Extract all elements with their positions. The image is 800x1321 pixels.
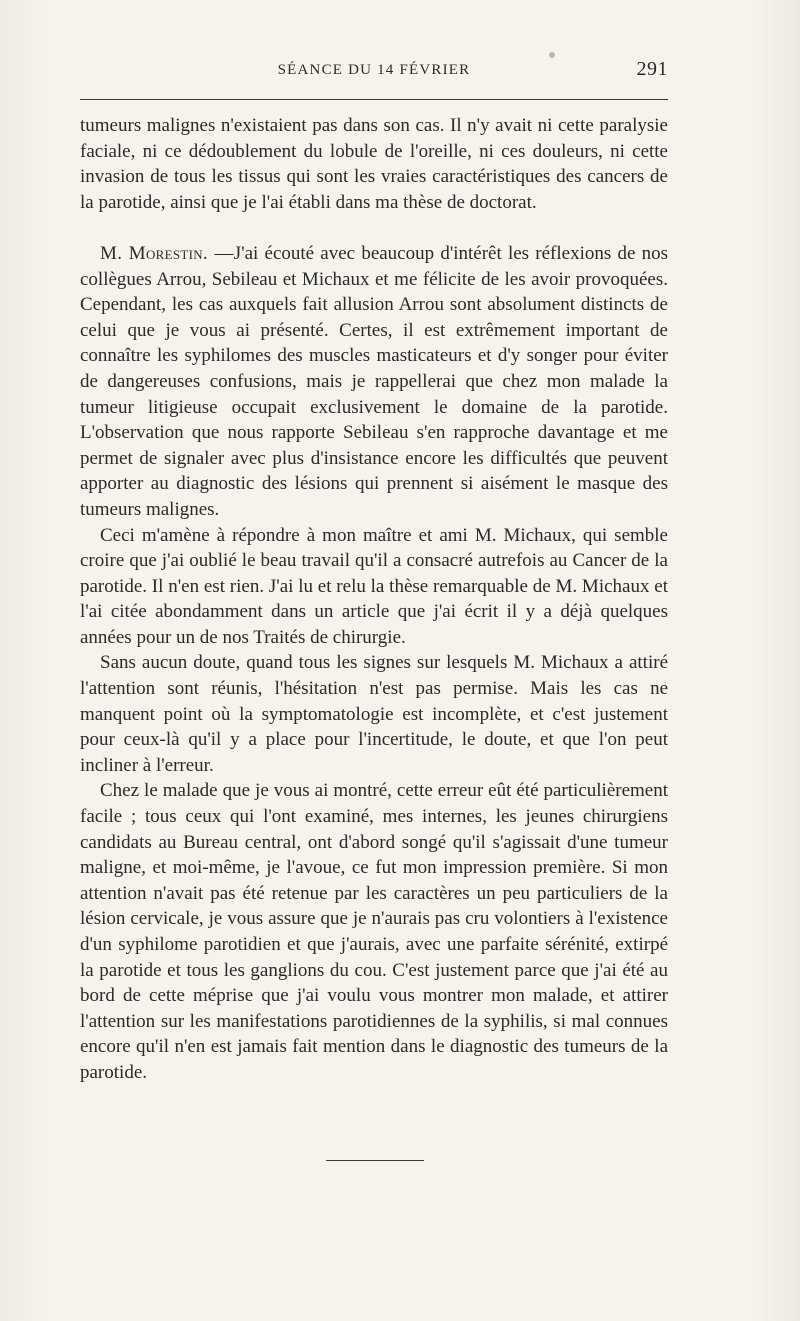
- end-rule: [326, 1160, 424, 1161]
- paragraph-1: tumeurs malignes n'existaient pas dans son cas. Il n'y avait ni cette paralysie faciale, ni ce dédoublement du lobule de l'oreille, ni ces douleurs, ni cette invasion de tous les tissus qui sont les vraies caractéristiques des cancers de la parotide, ainsi que je l'ai établi dans ma thèse de doctorat.: [80, 115, 668, 213]
- paragraph-2: [80, 241, 668, 523]
- running-header: [80, 58, 668, 88]
- body-text: [80, 113, 668, 1086]
- paragraph-5: Chez le malade que je vous ai montré, cette erreur eût été particulièrement facile ; tous ceux qui l'ont examiné, mes internes, les jeunes chirurgiens candidats au Bureau central, ont d'abord songé qu'il s'agissait d'une tumeur maligne, et moi-même, je l'avoue, ce fut mon impression première. Si mon attention n'avait pas été retenue par les caractères un peu particuliers de la lésion cervicale, je vous assure que je n'aurais pas cru volontiers à l'existence d'un syphilome parotidien et que j'aurais, avec une parfaite sérénité, extirpé la parotide et tous les ganglions du cou. C'est justement parce que j'ai été au bord de cette méprise que j'ai voulu vous montrer mon malade, et attirer l'attention sur les manifestations parotidiennes de la syphilis, si mal connues encore qu'il n'en est jamais fait mention dans le diagnostic des tumeurs de la parotide.: [80, 780, 668, 1083]
- paragraph-3: Ceci m'amène à répondre à mon maître et ami M. Michaux, qui semble croire que j'ai oublié le beau travail qu'il a consacré autrefois au Cancer de la parotide. Il n'en est rien. J'ai lu et relu la thèse remarquable de M. Michaux et l'ai citée abondamment dans un article que j'ai écrit il y a déjà quelques années pour un de nos Traités de chirurgie.: [80, 524, 668, 648]
- running-title: SÉANCE DU 14 FÉVRIER: [277, 62, 471, 78]
- page-number: 291: [636, 58, 668, 80]
- speaker-name: M. Morestin. —: [100, 242, 234, 264]
- header-rule: [80, 99, 668, 100]
- paragraph-2-text: J'ai écouté avec beaucoup d'intérêt les réflexions de nos collègues Arrou, Sebileau et Michaux et me félicite de les avoir provoquées. Cependant, les cas auxquels fait allusion Arrou sont absolument distincts de celui que je vous ai présenté. Certes, il est extrêmement important de connaître les syphilomes des muscles masticateurs et d'y songer pour éviter de dangereuses confusions, mais je rappellerai que chez mon malade la tumeur litigieuse occupait exclusivement le domaine de la parotide. L'observation que nous rapporte Sebileau s'en rapproche davantage et me permet de signaler avec plus d'insistance encore les difficultés que peuvent apporter au diagnostic des lésions qui prennent si aisément le masque des tumeurs malignes.: [80, 242, 668, 520]
- paragraph-4: Sans aucun doute, quand tous les signes sur lesquels M. Michaux a attiré l'attention sont réunis, l'hésitation n'est pas permise. Mais les cas ne manquent point où la symptomatologie est incomplète, et c'est justement pour ceux-là qu'il y a place pour l'incertitude, le doute, et que l'on peut incliner à l'erreur.: [80, 652, 668, 776]
